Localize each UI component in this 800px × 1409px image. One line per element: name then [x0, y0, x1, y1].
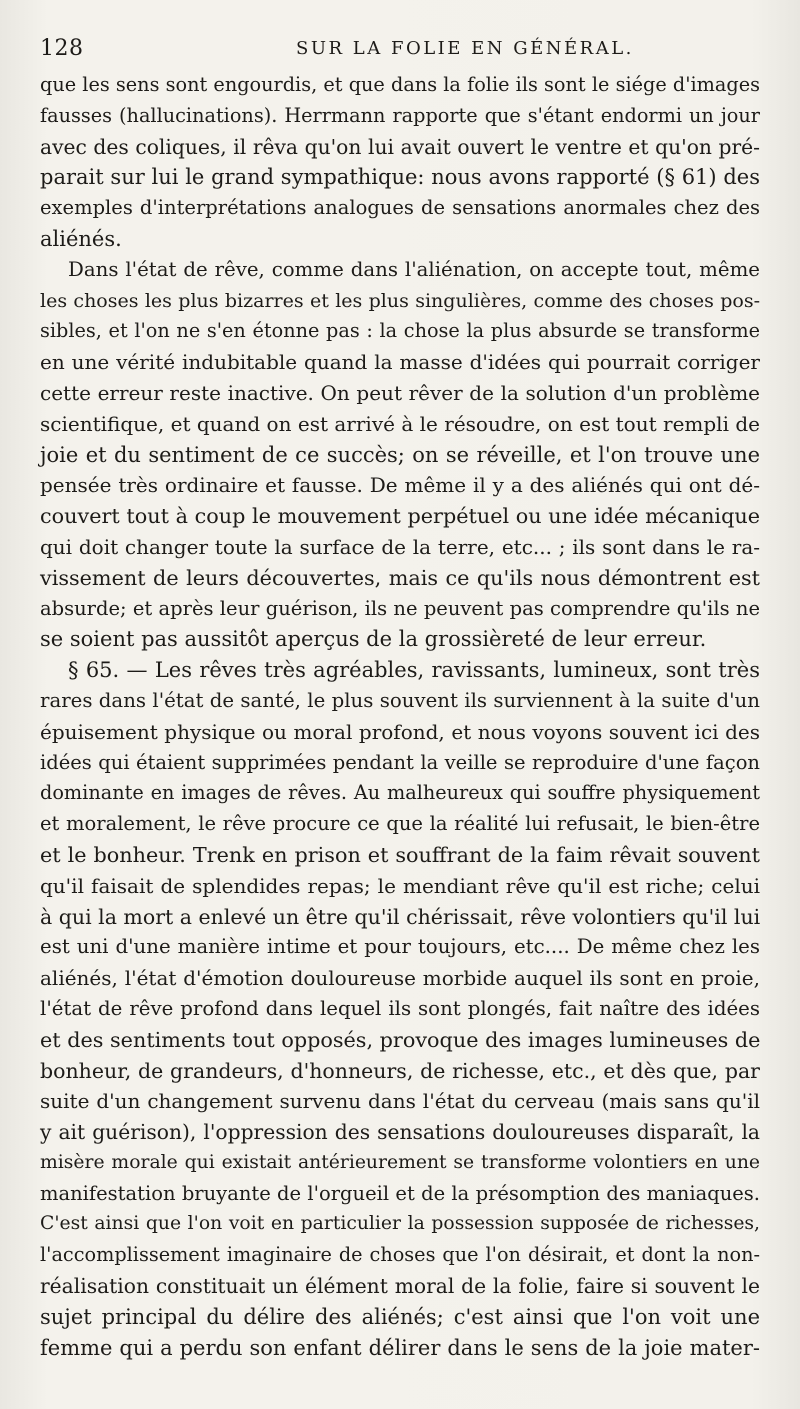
- text-line: sibles, et l'on ne s'en étonne pas : la chose la plus absurde se transforme: [40, 319, 760, 343]
- text-line: en une vérité indubitable quand la masse d'idées qui pourrait corriger: [40, 350, 760, 375]
- body-text: [40, 70, 760, 1363]
- text-line: couvert tout à coup le mouvement perpétuel ou une idée mécanique: [40, 504, 760, 529]
- text-line: joie et du sentiment de ce succès; on se réveille, et l'on trouve une: [40, 442, 760, 467]
- text-line: qui doit changer toute la surface de la terre, etc... ; ils sont dans le ra-: [40, 534, 760, 559]
- text-line: avec des coliques, il rêva qu'on lui avait ouvert le ventre et qu'on pré-: [40, 134, 760, 159]
- text-line: fausses (hallucinations). Herrmann rapporte que s'étant endormi un jour: [40, 103, 760, 127]
- text-line: aliénés, l'état d'émotion douloureuse morbide auquel ils sont en proie,: [40, 966, 760, 991]
- page-header: [40, 36, 760, 66]
- text-line: suite d'un changement survenu dans l'état du cerveau (mais sans qu'il: [40, 1089, 760, 1114]
- page-number: 128: [40, 36, 84, 61]
- text-line: idées qui étaient supprimées pendant la veille se reproduire d'une façon: [40, 750, 760, 774]
- text-line: sujet principal du délire des aliénés; c'est ainsi que l'on voit une: [40, 1304, 760, 1329]
- text-line: exemples d'interprétations analogues de sensations anormales chez des: [40, 196, 760, 220]
- text-line: aliénés.: [40, 226, 122, 251]
- text-line: y ait guérison), l'oppression des sensations douloureuses disparaît, la: [40, 1120, 760, 1145]
- text-line: scientifique, et quand on est arrivé à le résoudre, on est tout rempli de: [40, 411, 760, 436]
- text-line: cette erreur reste inactive. On peut rêver de la solution d'un problème: [40, 380, 760, 405]
- running-head: SUR LA FOLIE EN GÉNÉRAL.: [296, 38, 634, 59]
- text-line: et moralement, le rêve procure ce que la réalité lui refusait, le bien-être: [40, 812, 760, 836]
- text-line: parait sur lui le grand sympathique: nous avons rapporté (§ 61) des: [40, 165, 760, 190]
- text-line: à qui la mort a enlevé un être qu'il chérissait, rêve volontiers qu'il lui: [40, 904, 761, 929]
- text-line: qu'il faisait de splendides repas; le mendiant rêve qu'il est riche; celui: [40, 873, 760, 898]
- text-line: que les sens sont engourdis, et que dans la folie ils sont le siége d'images: [40, 73, 760, 96]
- text-line: bonheur, de grandeurs, d'honneurs, de richesse, etc., et dès que, par: [40, 1058, 760, 1083]
- text-line: les choses les plus bizarres et les plus singulières, comme des choses pos-: [40, 289, 760, 312]
- text-line: épuisement physique ou moral profond, et nous voyons souvent ici des: [40, 719, 760, 744]
- text-line: dominante en images de rêves. Au malheureux qui souffre physiquement: [40, 781, 760, 805]
- text-line: est uni d'une manière intime et pour toujours, etc.... De même chez les: [40, 935, 760, 959]
- text-line: absurde; et après leur guérison, ils ne peuvent pas comprendre qu'ils ne: [40, 596, 760, 620]
- text-line: Dans l'état de rêve, comme dans l'aliénation, on accepte tout, même: [68, 257, 760, 281]
- text-line: misère morale qui existait antérieurement se transforme volontiers en une: [40, 1151, 760, 1173]
- text-line: pensée très ordinaire et fausse. De même il y a des aliénés qui ont dé-: [40, 473, 760, 498]
- text-line: se soient pas aussitôt aperçus de la grossièreté de leur erreur.: [40, 627, 707, 652]
- text-line: réalisation constituait un élément moral de la folie, faire si souvent le: [40, 1274, 760, 1299]
- text-line: l'accomplissement imaginaire de choses que l'on désirait, et dont la non-: [40, 1243, 760, 1267]
- text-line: § 65. — Les rêves très agréables, ravissants, lumineux, sont très: [68, 658, 760, 683]
- text-line: vissement de leurs découvertes, mais ce qu'ils nous démontrent est: [40, 565, 760, 590]
- text-line: l'état de rêve profond dans lequel ils sont plongés, fait naître des idées: [40, 996, 760, 1020]
- text-line: manifestation bruyante de l'orgueil et de la présomption des maniaques.: [40, 1181, 760, 1205]
- text-line: rares dans l'état de santé, le plus souvent ils surviennent à la suite d'un: [40, 688, 760, 712]
- text-line: et le bonheur. Trenk en prison et souffrant de la faim rêvait souvent: [40, 842, 760, 867]
- text-line: C'est ainsi que l'on voit en particulier la possession supposée de richesses,: [40, 1213, 760, 1235]
- text-line: femme qui a perdu son enfant délirer dans le sens de la joie mater-: [40, 1335, 760, 1360]
- text-line: et des sentiments tout opposés, provoque des images lumineuses de: [40, 1027, 761, 1052]
